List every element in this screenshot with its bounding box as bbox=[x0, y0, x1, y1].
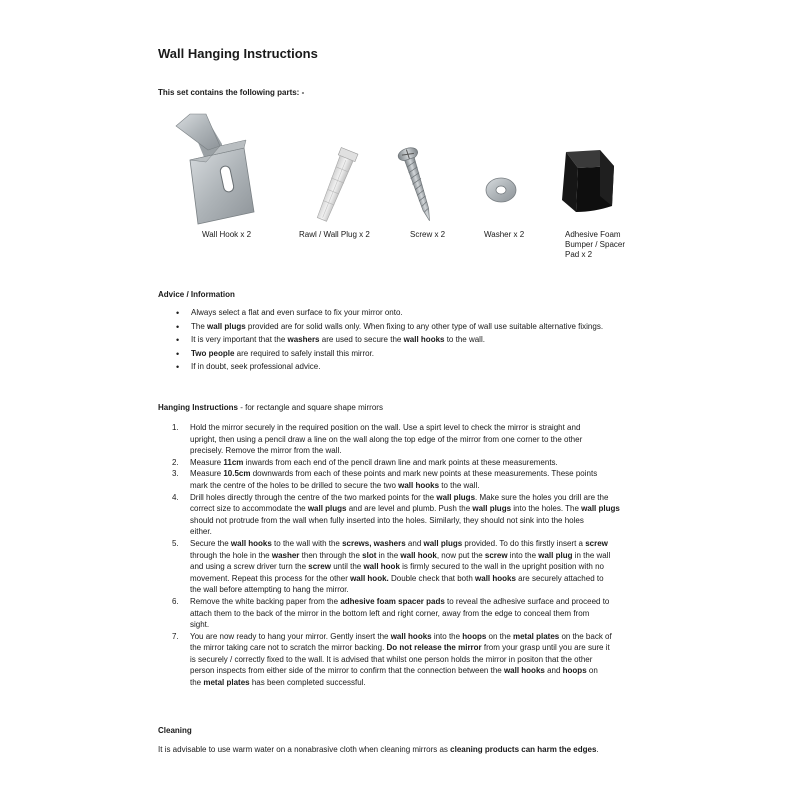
step-line bbox=[190, 631, 646, 643]
text-run: Drill holes directly through the centre of the two marked points for the bbox=[190, 492, 437, 502]
text-run: Remove the white backing paper from the bbox=[190, 596, 341, 606]
bold-text: 11cm bbox=[223, 457, 244, 467]
text-run: the bbox=[190, 678, 204, 688]
text-run: upright, then using a pencil draw a line on the wall along the top edge of the mirror from one corner to the other bbox=[190, 434, 583, 444]
bold-text: wall plugs bbox=[436, 492, 476, 502]
cleaning-text bbox=[158, 745, 599, 754]
text-run: and bbox=[405, 538, 424, 548]
text-run: inwards from each end of the pencil drawn line and mark points at these measurements. bbox=[243, 457, 558, 467]
hanging-step bbox=[172, 468, 646, 491]
text-run: . Make sure the holes you drill are the bbox=[475, 492, 609, 502]
bold-text: screw bbox=[484, 550, 508, 560]
part-label-foam-pad: Adhesive Foam Bumper / Spacer Pad x 2 bbox=[565, 230, 626, 259]
text-run: to the wall. bbox=[444, 335, 485, 345]
text-run: on the back of bbox=[559, 631, 612, 641]
hanging-steps-list bbox=[172, 422, 646, 689]
screw-icon bbox=[397, 145, 440, 223]
advice-item bbox=[176, 334, 696, 348]
page-title: Wall Hanging Instructions bbox=[158, 46, 318, 61]
step-line bbox=[190, 457, 646, 469]
step-line bbox=[190, 654, 646, 666]
bold-text: wall hook. bbox=[350, 573, 389, 583]
text-run: then through the bbox=[299, 550, 363, 560]
washer-icon bbox=[486, 178, 516, 202]
advice-list bbox=[176, 307, 696, 375]
text-run: on bbox=[586, 666, 598, 676]
text-run: correct size to accommodate the bbox=[190, 504, 308, 514]
text-run: movement. Repeat this process for the other bbox=[190, 573, 351, 583]
text-run: The bbox=[191, 321, 208, 331]
step-line bbox=[190, 665, 646, 677]
bold-text: washers bbox=[287, 335, 320, 345]
step-line bbox=[190, 503, 646, 515]
step-number: 3. bbox=[172, 469, 179, 479]
step-line bbox=[190, 538, 646, 550]
text-run: to reveal the adhesive surface and proceed to bbox=[444, 596, 610, 606]
advice-heading: Advice / Information bbox=[158, 290, 235, 299]
bold-text: wall plugs bbox=[581, 504, 620, 514]
advice-item bbox=[176, 348, 696, 362]
step-number: 1. bbox=[172, 423, 179, 432]
bold-text: Two people bbox=[191, 348, 235, 358]
text-run: to the wall with the bbox=[271, 538, 343, 548]
bold-text: wall plug bbox=[538, 550, 573, 560]
bold-text: wall hook bbox=[400, 550, 437, 560]
step-number: 7. bbox=[172, 631, 179, 641]
text-run: person inspects from either side of the mirror to confirm that the connection between the bbox=[190, 666, 504, 676]
bold-text: wall plugs bbox=[207, 321, 246, 331]
text-run: either. bbox=[190, 527, 212, 537]
bold-text: metal plates bbox=[512, 631, 560, 641]
step-line bbox=[190, 642, 646, 654]
parts-heading: This set contains the following parts: - bbox=[158, 88, 305, 97]
step-line bbox=[190, 677, 646, 689]
bold-text: wall plugs bbox=[307, 504, 347, 514]
parts-gallery bbox=[0, 0, 800, 270]
step-number: 5. bbox=[172, 538, 179, 548]
text-run: If in doubt, seek professional advice. bbox=[191, 362, 321, 372]
bold-text: wall hooks bbox=[390, 631, 432, 641]
bold-text: wall hooks bbox=[475, 573, 516, 583]
cleaning-heading: Cleaning bbox=[158, 726, 192, 735]
text-run: precisely. Remove the mirror from the wall. bbox=[190, 446, 342, 456]
text-run: , now put the bbox=[436, 550, 485, 560]
step-line bbox=[190, 434, 646, 446]
step-line bbox=[190, 584, 646, 596]
bold-text: wall hooks bbox=[230, 538, 272, 548]
wall-hook-icon bbox=[176, 114, 254, 224]
step-line bbox=[190, 422, 646, 434]
text-run: are used to secure the bbox=[319, 335, 404, 345]
bold-text: metal plates bbox=[203, 678, 250, 688]
bold-text: screws, washers bbox=[342, 538, 406, 548]
step-line bbox=[190, 492, 646, 504]
bold-text: 10.5cm bbox=[223, 469, 251, 479]
text-run: It is very important that the bbox=[191, 335, 288, 345]
wall-plug-icon bbox=[314, 147, 358, 222]
bold-text: screw bbox=[585, 538, 608, 548]
bold-text: washer bbox=[271, 550, 300, 560]
part-label-wall-plug: Rawl / Wall Plug x 2 bbox=[299, 230, 370, 239]
text-run: provided. To do this firstly insert a bbox=[462, 538, 586, 548]
bold-text: wall hook bbox=[363, 562, 400, 572]
hanging-step bbox=[172, 422, 646, 457]
text-run: into the bbox=[431, 631, 463, 641]
step-number: 2. bbox=[172, 457, 179, 467]
text-run: Measure bbox=[190, 457, 224, 467]
text-run: are securely attached to bbox=[515, 573, 604, 583]
text-run: into the holes. The bbox=[511, 504, 582, 514]
step-line bbox=[190, 550, 646, 562]
step-line bbox=[190, 468, 646, 480]
step-line bbox=[190, 526, 646, 538]
bold-text: wall hooks bbox=[403, 335, 445, 345]
text-run: through the hole in the bbox=[190, 550, 272, 560]
step-line bbox=[190, 573, 646, 585]
part-label-washer: Washer x 2 bbox=[484, 230, 525, 239]
text-run: into the bbox=[507, 550, 539, 560]
text-run: provided are for solid walls only. When fixing to any other type of wall use suitable alternative fixings. bbox=[245, 321, 604, 331]
text-run: It is advisable to use warm water on a nonabrasive cloth when cleaning mirrors as bbox=[158, 745, 451, 754]
text-run: Secure the bbox=[190, 538, 231, 548]
hanging-step bbox=[172, 538, 646, 596]
text-run: Hold the mirror securely in the required position on the wall. Use a spirt level to check the mirror is straight and bbox=[190, 423, 581, 432]
text-run: . bbox=[596, 745, 599, 754]
text-run: until the bbox=[330, 562, 364, 572]
bold-text: screw bbox=[308, 562, 331, 572]
step-line bbox=[190, 515, 646, 527]
text-run: attach them to the back of the mirror in the bottom left and right corner, away from the edge to conceal them from bbox=[190, 608, 590, 618]
bold-text: wall hooks bbox=[503, 666, 545, 676]
text-run: Double check that both bbox=[388, 573, 476, 583]
text-run: mark the centre of the holes to be drilled to secure the two bbox=[190, 480, 399, 490]
step-line bbox=[190, 619, 646, 631]
step-line bbox=[190, 608, 646, 620]
text-run: sight. bbox=[190, 620, 210, 630]
hanging-step bbox=[172, 492, 646, 538]
bold-text: hoops bbox=[562, 666, 587, 676]
advice-item bbox=[176, 307, 696, 321]
text-run: You are now ready to hang your mirror. Gently insert the bbox=[190, 631, 391, 641]
part-label-screw: Screw x 2 bbox=[410, 230, 446, 239]
part-label-wall-hook: Wall Hook x 2 bbox=[202, 230, 252, 239]
bold-text: adhesive foam spacer pads bbox=[340, 596, 445, 606]
step-number: 4. bbox=[172, 492, 179, 502]
text-run: to the wall. bbox=[439, 480, 480, 490]
hanging-step bbox=[172, 631, 646, 689]
text-run: has been completed successful. bbox=[249, 678, 366, 688]
bold-text: wall plugs bbox=[423, 538, 463, 548]
text-run: the wall before attempting to hang the mirror. bbox=[190, 585, 349, 595]
bold-text: hoops bbox=[462, 631, 487, 641]
step-line bbox=[190, 445, 646, 457]
text-run: are required to safely install this mirror. bbox=[234, 348, 375, 358]
step-line bbox=[190, 561, 646, 573]
foam-pad-icon bbox=[562, 150, 614, 212]
bold-text: slot bbox=[362, 550, 377, 560]
bold-text: Do not release the mirror bbox=[386, 643, 482, 653]
step-number: 6. bbox=[172, 596, 179, 606]
text-run: on the bbox=[486, 631, 513, 641]
text-run: in the bbox=[376, 550, 401, 560]
text-run: is securely / correctly fixed to the wall. It is advised that whilst one person holds the mirror in positon that the other bbox=[190, 654, 593, 664]
hanging-heading: Hanging Instructions - for rectangle and square shape mirrors bbox=[158, 403, 383, 412]
text-run: Measure bbox=[190, 469, 224, 479]
step-line bbox=[190, 480, 646, 492]
text-run: and are level and plumb. Push the bbox=[346, 504, 473, 514]
text-run: the mirror taking care not to scratch the mirror backing. bbox=[190, 643, 387, 653]
hanging-step bbox=[172, 457, 646, 469]
text-run: in the wall bbox=[572, 550, 611, 560]
text-run: is firmly secured to the wall in the upright position with no bbox=[399, 562, 604, 572]
advice-item bbox=[176, 321, 696, 335]
hanging-step bbox=[172, 596, 646, 631]
bold-text: wall plugs bbox=[472, 504, 512, 514]
text-run: Always select a flat and even surface to fix your mirror onto. bbox=[191, 308, 403, 317]
text-run: and bbox=[544, 666, 563, 676]
text-run: and using a screw driver turn the bbox=[190, 562, 309, 572]
text-run: should not protrude from the wall when fully inserted into the holes. Similarly, they should not sink into the holes bbox=[190, 515, 584, 525]
bold-text: cleaning products can harm the edges bbox=[450, 745, 597, 754]
step-line bbox=[190, 596, 646, 608]
text-run: from your grasp until you are sure it bbox=[481, 643, 610, 653]
bold-text: wall hooks bbox=[398, 480, 440, 490]
text-run: downwards from each of these points and mark new points at these measurements. These points bbox=[250, 469, 598, 479]
advice-item bbox=[176, 361, 696, 375]
parts-illustrations bbox=[0, 0, 800, 270]
